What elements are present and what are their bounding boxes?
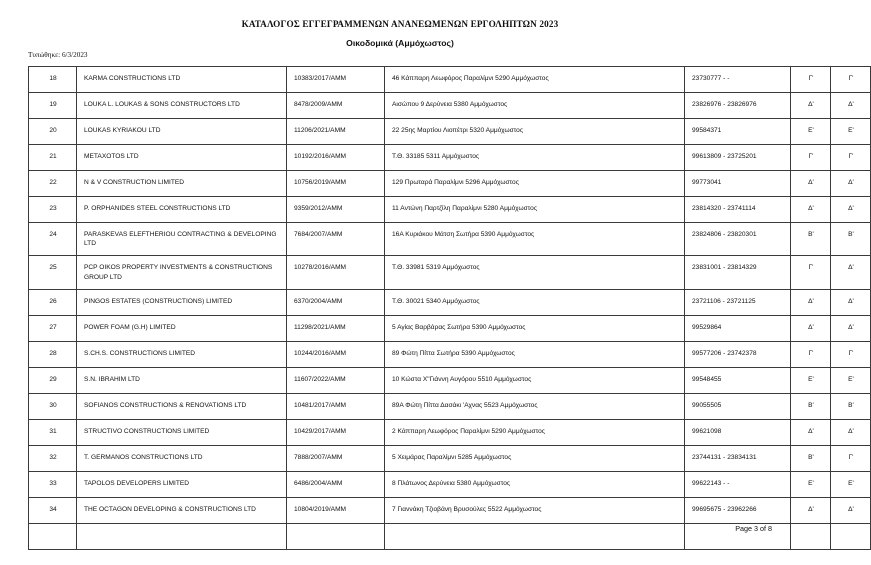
class-secondary: Γ'	[831, 445, 871, 471]
company-address: Τ.Θ. 33185 5311 Αμμόχωστος	[385, 145, 685, 171]
company-phone: 99695675 - 23962266	[685, 497, 791, 523]
company-address: 16A Κυριάκου Μάτση Σωτήρα 5390 Αμμόχωστος	[385, 223, 685, 256]
company-name: S.CH.S. CONSTRUCTIONS LIMITED	[77, 341, 287, 367]
company-phone: 23730777 - -	[685, 67, 791, 93]
company-address: Αισώπου 9 Δερύνεια 5380 Αμμόχωστος	[385, 93, 685, 119]
class-primary: Δ'	[791, 289, 831, 315]
company-phone: 23824806 - 23820301	[685, 223, 791, 256]
row-number: 23	[29, 197, 77, 223]
class-primary: Δ'	[791, 171, 831, 197]
registration-number: 10278/2016/ΑΜΜ	[287, 256, 385, 289]
row-number: 29	[29, 367, 77, 393]
company-address: 2 Κάππαρη Λεωφόρος Παραλίμνι 5290 Αμμόχωστος	[385, 419, 685, 445]
company-name: THE OCTAGON DEVELOPING & CONSTRUCTIONS LTD	[77, 497, 287, 523]
class-secondary: Δ'	[831, 315, 871, 341]
company-name: METAXOTOS LTD	[77, 145, 287, 171]
company-name: PARASKEVAS ELEFTHERIOU CONTRACTING & DEVELOPING LTD	[77, 223, 287, 256]
table-row	[29, 471, 871, 497]
class-secondary: Ε'	[831, 471, 871, 497]
row-number: 31	[29, 419, 77, 445]
class-primary: Γ'	[791, 341, 831, 367]
company-name: N & V CONSTRUCTION LIMITED	[77, 171, 287, 197]
class-primary: Γ'	[791, 256, 831, 289]
class-secondary: Δ'	[831, 197, 871, 223]
class-secondary: Γ'	[831, 145, 871, 171]
row-number: 34	[29, 497, 77, 523]
table-row	[29, 223, 871, 256]
company-phone: 99622143 - -	[685, 471, 791, 497]
company-address: Τ.Θ. 33981 5319 Αμμόχωστος	[385, 256, 685, 289]
company-address: 22 25ης Μαρτίου Λιοπέτρι 5320 Αμμόχωστος	[385, 119, 685, 145]
class-secondary: Δ'	[831, 289, 871, 315]
registration-number: 9359/2012/ΑΜΜ	[287, 197, 385, 223]
company-address: 46 Κάππαρη Λεωφόρος Παραλίμνι 5290 Αμμόχωστος	[385, 67, 685, 93]
registration-number: 10192/2016/ΑΜΜ	[287, 145, 385, 171]
table-row	[29, 445, 871, 471]
filler-cell	[791, 523, 831, 549]
class-primary: Γ'	[791, 145, 831, 171]
row-number: 24	[29, 223, 77, 256]
company-phone: 99055505	[685, 393, 791, 419]
class-primary: Δ'	[791, 497, 831, 523]
company-address: 7 Γιαννάκη Τζιοβάνη Βρυσούλες 5522 Αμμόχωστος	[385, 497, 685, 523]
row-number: 26	[29, 289, 77, 315]
company-name: KARMA CONSTRUCTIONS LTD	[77, 67, 287, 93]
table-row	[29, 67, 871, 93]
registration-number: 10756/2019/ΑΜΜ	[287, 171, 385, 197]
registration-number: 7888/2007/ΑΜΜ	[287, 445, 385, 471]
table-row	[29, 289, 871, 315]
registration-number: 10244/2016/ΑΜΜ	[287, 341, 385, 367]
class-primary: Β'	[791, 393, 831, 419]
registration-number: 10481/2017/ΑΜΜ	[287, 393, 385, 419]
class-primary: Β'	[791, 223, 831, 256]
company-address: 10 Κώστα Χ"Γιάννη Αυγόρου 5510 Αμμόχωστος	[385, 367, 685, 393]
table-row	[29, 393, 871, 419]
registration-number: 7684/2007/ΑΜΜ	[287, 223, 385, 256]
registration-number: 6486/2004/ΑΜΜ	[287, 471, 385, 497]
company-phone: 99613809 - 23725201	[685, 145, 791, 171]
class-secondary: Γ'	[831, 67, 871, 93]
company-name: PINGOS ESTATES (CONSTRUCTIONS) LIMITED	[77, 289, 287, 315]
class-secondary: Δ'	[831, 497, 871, 523]
row-number: 27	[29, 315, 77, 341]
company-name: S.N. IBRAHIM LTD	[77, 367, 287, 393]
contractors-table-wrapper	[28, 66, 854, 550]
company-phone: 99584371	[685, 119, 791, 145]
row-number: 30	[29, 393, 77, 419]
row-number: 20	[29, 119, 77, 145]
class-secondary: Ε'	[831, 367, 871, 393]
company-address: 11 Αντώνη Παρτζίλη Παραλίμνι 5280 Αμμόχωστος	[385, 197, 685, 223]
table-row	[29, 367, 871, 393]
class-secondary: Δ'	[831, 171, 871, 197]
class-secondary: Δ'	[831, 419, 871, 445]
table-row	[29, 197, 871, 223]
table-row	[29, 119, 871, 145]
table-row	[29, 93, 871, 119]
class-primary: Δ'	[791, 93, 831, 119]
class-primary: Δ'	[791, 315, 831, 341]
company-name: POWER FOAM (G.H) LIMITED	[77, 315, 287, 341]
printed-date-label: Τυπώθηκε: 6/3/2023	[28, 51, 88, 59]
contractors-table-body	[29, 67, 871, 550]
company-address: 5 Χειμάρας Παραλίμνι 5285 Αμμόχωστος	[385, 445, 685, 471]
company-phone: 99621098	[685, 419, 791, 445]
company-address: 5 Αγίας Βαρβάρας Σωτήρα 5390 Αμμόχωστος	[385, 315, 685, 341]
class-secondary: Β'	[831, 223, 871, 256]
table-row	[29, 256, 871, 289]
class-secondary: Β'	[831, 393, 871, 419]
company-name: LOUKAS KYRIAKOU LTD	[77, 119, 287, 145]
company-name: TAPOLOS DEVELOPERS LIMITED	[77, 471, 287, 497]
table-row	[29, 315, 871, 341]
page-subtitle: Οικοδομικά (Αμμόχωστος)	[346, 38, 454, 48]
company-name: STRUCTIVO CONSTRUCTIONS LIMITED	[77, 419, 287, 445]
class-primary: Δ'	[791, 197, 831, 223]
company-phone: 23826976 - 23826976	[685, 93, 791, 119]
company-address: 89A Φώτη Πίττα Δασάκι 'Αχνας 5523 Αμμόχωστος	[385, 393, 685, 419]
company-phone: 23744131 - 23834131	[685, 445, 791, 471]
class-primary: Ε'	[791, 367, 831, 393]
table-row	[29, 145, 871, 171]
contractors-table	[28, 66, 871, 550]
table-row	[29, 341, 871, 367]
filler-cell	[831, 523, 871, 549]
row-number: 25	[29, 256, 77, 289]
table-row	[29, 171, 871, 197]
row-number: 32	[29, 445, 77, 471]
company-phone: 99548455	[685, 367, 791, 393]
company-phone: 23831001 - 23814329	[685, 256, 791, 289]
class-primary: Ε'	[791, 471, 831, 497]
class-secondary: Ε'	[831, 119, 871, 145]
registration-number: 10804/2019/ΑΜΜ	[287, 497, 385, 523]
row-number: 19	[29, 93, 77, 119]
company-name: PCP OIKOS PROPERTY INVESTMENTS & CONSTRUCTIONS GROUP LTD	[77, 256, 287, 289]
class-primary: Β'	[791, 445, 831, 471]
registration-number: 11607/2022/ΑΜΜ	[287, 367, 385, 393]
row-number: 21	[29, 145, 77, 171]
company-phone: 99577206 - 23742378	[685, 341, 791, 367]
row-number: 28	[29, 341, 77, 367]
registration-number: 8478/2009/ΑΜΜ	[287, 93, 385, 119]
class-primary: Ε'	[791, 119, 831, 145]
registration-number: 11206/2021/ΑΜΜ	[287, 119, 385, 145]
table-row	[29, 419, 871, 445]
registration-number: 11298/2021/ΑΜΜ	[287, 315, 385, 341]
registration-number: 10429/2017/ΑΜΜ	[287, 419, 385, 445]
row-number: 18	[29, 67, 77, 93]
company-address: 8 Πλάτωνος Δερύνεια 5380 Αμμόχωστος	[385, 471, 685, 497]
row-number: 22	[29, 171, 77, 197]
company-name: P. ORPHANIDES STEEL CONSTRUCTIONS LTD	[77, 197, 287, 223]
page-title: ΚΑΤΑΛΟΓΟΣ ΕΓΓΕΓΡΑΜΜΕΝΩΝ ΑΝΑΝΕΩΜΕΝΩΝ ΕΡΓΟΛΗΠΤΩΝ 2023	[241, 19, 559, 29]
class-secondary: Γ'	[831, 341, 871, 367]
company-address: 129 Πρωταρά Παραλίμνι 5296 Αμμόχωστος	[385, 171, 685, 197]
table-row	[29, 497, 871, 523]
row-number: 33	[29, 471, 77, 497]
company-phone: 99773041	[685, 171, 791, 197]
class-secondary: Δ'	[831, 93, 871, 119]
company-address: Τ.Θ. 30021 5340 Αμμόχωστος	[385, 289, 685, 315]
company-address: 89 Φώτη Πίττα Σωτήρα 5390 Αμμόχωστος	[385, 341, 685, 367]
company-phone: 23721106 - 23721125	[685, 289, 791, 315]
company-name: SOFIANOS CONSTRUCTIONS & RENOVATIONS LTD	[77, 393, 287, 419]
class-secondary: Δ'	[831, 256, 871, 289]
company-phone: 99529864	[685, 315, 791, 341]
company-name: T. GERMANOS CONSTRUCTIONS LTD	[77, 445, 287, 471]
company-name: LOUKA L. LOUKAS & SONS CONSTRUCTORS LTD	[77, 93, 287, 119]
class-primary: Γ'	[791, 67, 831, 93]
registration-number: 6370/2004/ΑΜΜ	[287, 289, 385, 315]
class-primary: Δ'	[791, 419, 831, 445]
page-footer: Page 3 of 8	[735, 524, 772, 533]
registration-number: 10383/2017/ΑΜΜ	[287, 67, 385, 93]
company-phone: 23814320 - 23741114	[685, 197, 791, 223]
